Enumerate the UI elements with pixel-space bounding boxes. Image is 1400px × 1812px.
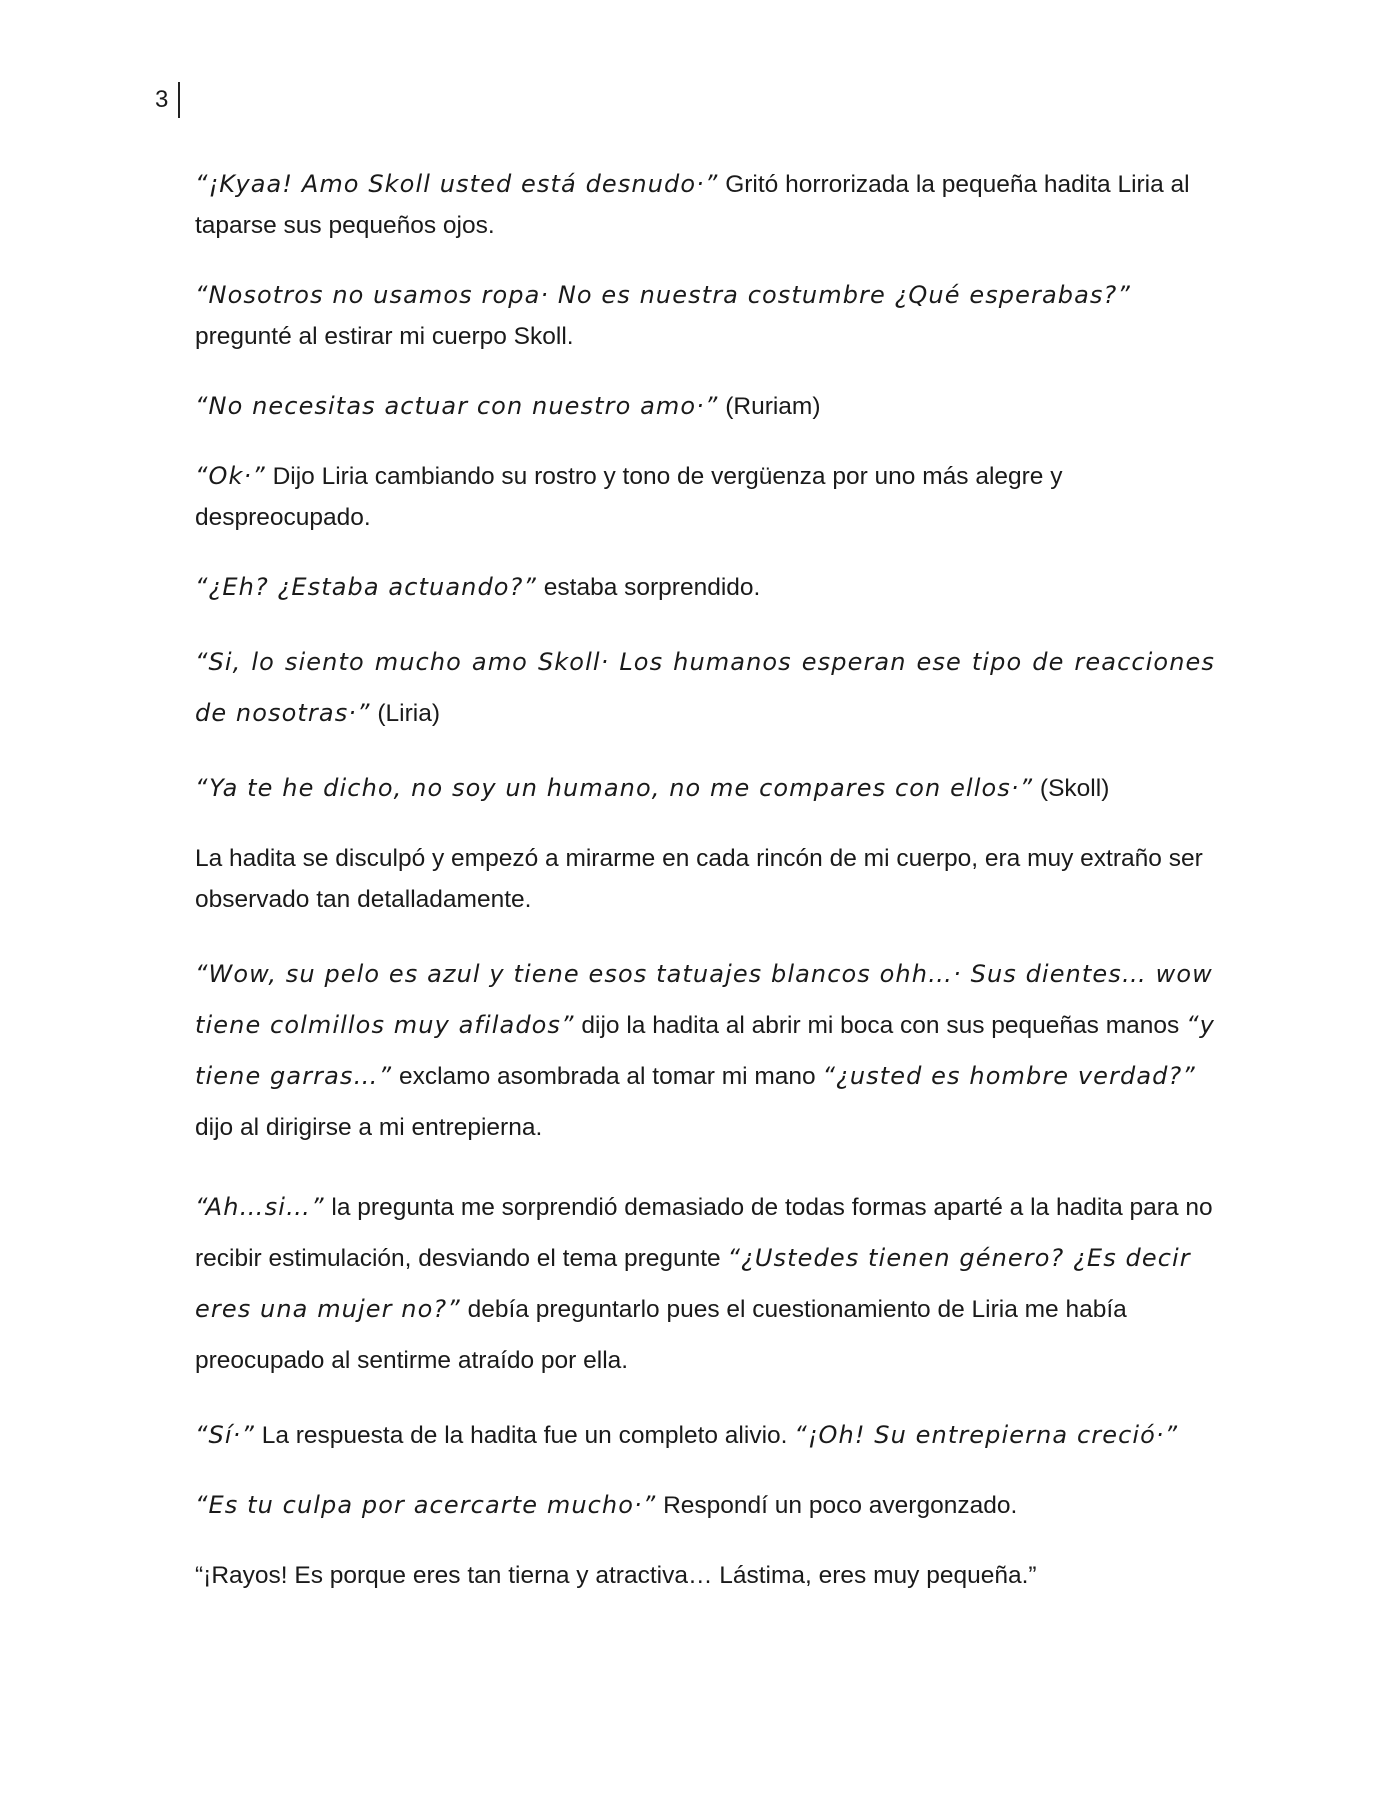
paragraph: [195, 637, 1215, 739]
dialogue-text: “y tiene garras…”: [195, 1011, 1215, 1090]
paragraph: [195, 386, 1215, 427]
dialogue-text: “Sí·”: [195, 1421, 255, 1449]
dialogue-text: “Nosotros no usamos ropa· No es nuestra costumbre ¿Qué esperabas?”: [195, 281, 1131, 309]
paragraph: [195, 275, 1215, 357]
narration-text: Respondí un poco avergonzado.: [656, 1492, 1018, 1519]
paragraph: [195, 1182, 1215, 1386]
narration-text: debía preguntarlo pues el cuestionamiento de Liria me había preocupado al sentirme atraído por ella.: [195, 1296, 1127, 1374]
narration-text: exclamo asombrada al tomar mi mano: [392, 1063, 823, 1090]
dialogue-text: “¡Oh! Su entrepierna creció·”: [794, 1421, 1179, 1449]
paragraph: [195, 164, 1215, 246]
narration-text: (Skoll): [1033, 775, 1110, 802]
narration-text: dijo al dirigirse a mi entrepierna.: [195, 1114, 543, 1141]
narration-text: Dijo Liria cambiando su rostro y tono de vergüenza por uno más alegre y despreocupado.: [195, 463, 1063, 531]
paragraph: [195, 768, 1215, 809]
dialogue-text: “Es tu culpa por acercarte mucho·”: [195, 1491, 657, 1519]
dialogue-text: “Ah…si…”: [195, 1193, 325, 1221]
body-text: [195, 164, 1215, 1625]
narration-text: La respuesta de la hadita fue un completo alivio.: [254, 1422, 795, 1449]
narration-text: dijo la hadita al abrir mi boca con sus pequeñas manos: [574, 1012, 1187, 1039]
dialogue-text: “¿Ustedes tienen género? ¿Es decir eres una mujer no?”: [195, 1244, 1191, 1323]
narration-text: “¡Rayos! Es porque eres tan tierna y atractiva… Lástima, eres muy pequeña.”: [195, 1562, 1037, 1589]
paragraph: [195, 567, 1215, 608]
page-number: 3: [155, 86, 169, 113]
header-divider: [178, 82, 180, 118]
dialogue-text: “Wow, su pelo es azul y tiene esos tatuajes blancos ohh…· Sus dientes… wow tiene colmillos muy afilados”: [195, 960, 1213, 1039]
dialogue-text: “¿Eh? ¿Estaba actuando?”: [195, 573, 537, 601]
narration-text: Gritó horrorizada la pequeña hadita Liria al taparse sus pequeños ojos.: [195, 171, 1190, 239]
paragraph: [195, 838, 1215, 920]
narration-text: La hadita se disculpó y empezó a mirarme en cada rincón de mi cuerpo, era muy extraño ser observado tan detalladamente.: [195, 845, 1203, 913]
dialogue-text: “Ok·”: [195, 462, 266, 490]
dialogue-text: “¡Kyaa! Amo Skoll usted está desnudo·”: [195, 170, 719, 198]
paragraph: [195, 456, 1215, 538]
narration-text: (Ruriam): [718, 393, 821, 420]
page-header: [155, 84, 180, 116]
paragraph: [195, 1415, 1215, 1456]
narration-text: pregunté al estirar mi cuerpo Skoll.: [195, 323, 574, 350]
narration-text: la pregunta me sorprendió demasiado de todas formas aparté a la hadita para no recibir estimulación, desviando el tema pregunte: [195, 1194, 1213, 1272]
paragraph: [195, 1485, 1215, 1526]
dialogue-text: “No necesitas actuar con nuestro amo·”: [195, 392, 719, 420]
narration-text: estaba sorprendido.: [536, 574, 761, 601]
dialogue-text: “Si, lo siento mucho amo Skoll· Los humanos esperan ese tipo de reacciones de nosotras·”: [195, 648, 1215, 727]
dialogue-text: “¿usted es hombre verdad?”: [822, 1062, 1196, 1090]
paragraph: [195, 949, 1215, 1153]
paragraph: [195, 1555, 1215, 1596]
dialogue-text: “Ya te he dicho, no soy un humano, no me compares con ellos·”: [195, 774, 1034, 802]
narration-text: (Liria): [370, 700, 440, 727]
